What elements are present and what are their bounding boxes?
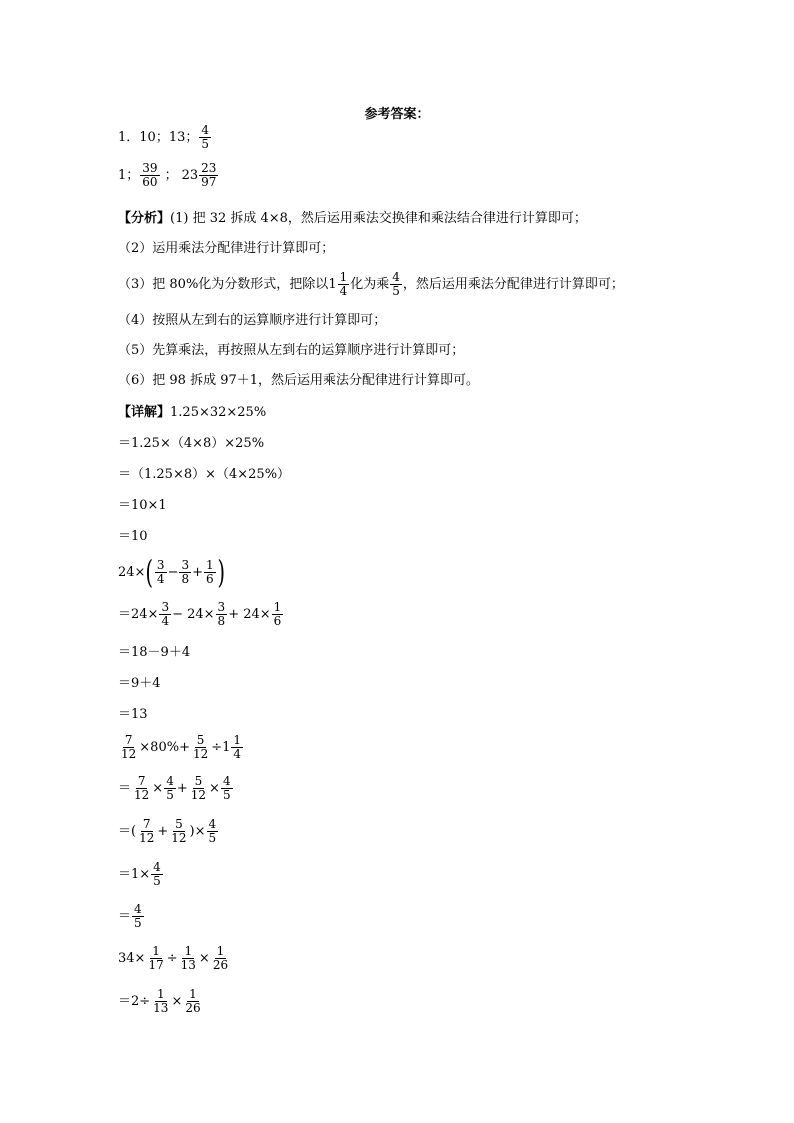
detail-line: ＝13 (118, 707, 148, 722)
analysis-line-1: 【分析】 (1) 把 32 拆成 4×8，然后运用乘法交换律和乘法结合律进行计算即可； (118, 211, 587, 226)
analysis-line-5: （5）先算乘法，再按照从左到右的运算顺序进行计算即可； (118, 343, 465, 358)
analysis-line-3: （3）把 80%化为分数形式，把除以 1 $\frac{1}{4}$ 化为乘 $\frac{4}{5}$ ，然后运用乘法分配律进行计算即可； (118, 270, 624, 298)
detail-line: 【详解】 1.25×32×25% (118, 405, 267, 420)
fraction: $\frac{4}{5}$ (392, 270, 400, 298)
detail-line: ＝24× $\frac{3}{4}$ − 24× $\frac{3}{8}$ + 24× $\frac{1}{6}$ (118, 600, 282, 628)
detail-line: ＝18－9＋4 (118, 645, 191, 660)
detail-line: ＝1.25×（4×8）×25% (118, 436, 265, 451)
detail-line: ＝ $\frac{7}{12}$ × $\frac{4}{5}$ + $\frac{5}{12}$ × $\frac{4}{5}$ (118, 774, 231, 802)
detail-line: ＝9＋4 (118, 676, 161, 691)
detail-line: ＝1× $\frac{4}{5}$ (118, 860, 161, 888)
right-paren-glyph: ) (217, 553, 225, 591)
detail-line: ＝10×1 (118, 498, 167, 513)
detail-line: ＝10 (118, 529, 148, 544)
mixed-number: 1 $\frac{1}{4}$ (328, 270, 348, 298)
detail-line: ＝ $\frac{4}{5}$ (118, 902, 142, 930)
fraction: $\frac{39}{60}$ (142, 161, 158, 189)
detail-line: 24× ( $\frac{3}{4}$ − $\frac{3}{8}$ + $\frac{1}{6}$ ) (118, 553, 225, 591)
answer-line-2: 1； $\frac{39}{60}$ ； 23 $\frac{23}{97}$ (118, 162, 219, 188)
analysis-line-4: （4）按照从左到右的运算顺序进行计算即可； (118, 313, 387, 328)
detail-line: ＝( $\frac{7}{12}$ + $\frac{5}{12}$ )× $\frac{4}{5}$ (118, 817, 217, 845)
detail-line: 34× $\frac{1}{17}$ ÷ $\frac{1}{13}$ × $\frac{1}{26}$ (118, 944, 229, 972)
analysis-line-2: （2）运用乘法分配律进行计算即可； (118, 241, 335, 256)
detail-line: ＝2÷ $\frac{1}{13}$ × $\frac{1}{26}$ (118, 987, 201, 1015)
answer-line-1: 1．10；13； $\frac{4}{5}$ (118, 123, 209, 151)
answer-title: 参考答案： (364, 107, 430, 122)
mixed-number: 23 $\frac{23}{97}$ (181, 161, 217, 189)
detail-line: $\frac{7}{12}$ ×80%+ $\frac{5}{12}$ ÷1 $\frac{1}{4}$ (121, 733, 242, 761)
analysis-line-6: （6）把 98 拆成 97＋1，然后运用乘法分配律进行计算即可。 (118, 373, 480, 388)
left-paren-glyph: ( (145, 553, 154, 591)
detail-line: ＝（1.25×8）×（4×25%） (118, 467, 291, 482)
fraction: $\frac{4}{5}$ (201, 123, 209, 151)
